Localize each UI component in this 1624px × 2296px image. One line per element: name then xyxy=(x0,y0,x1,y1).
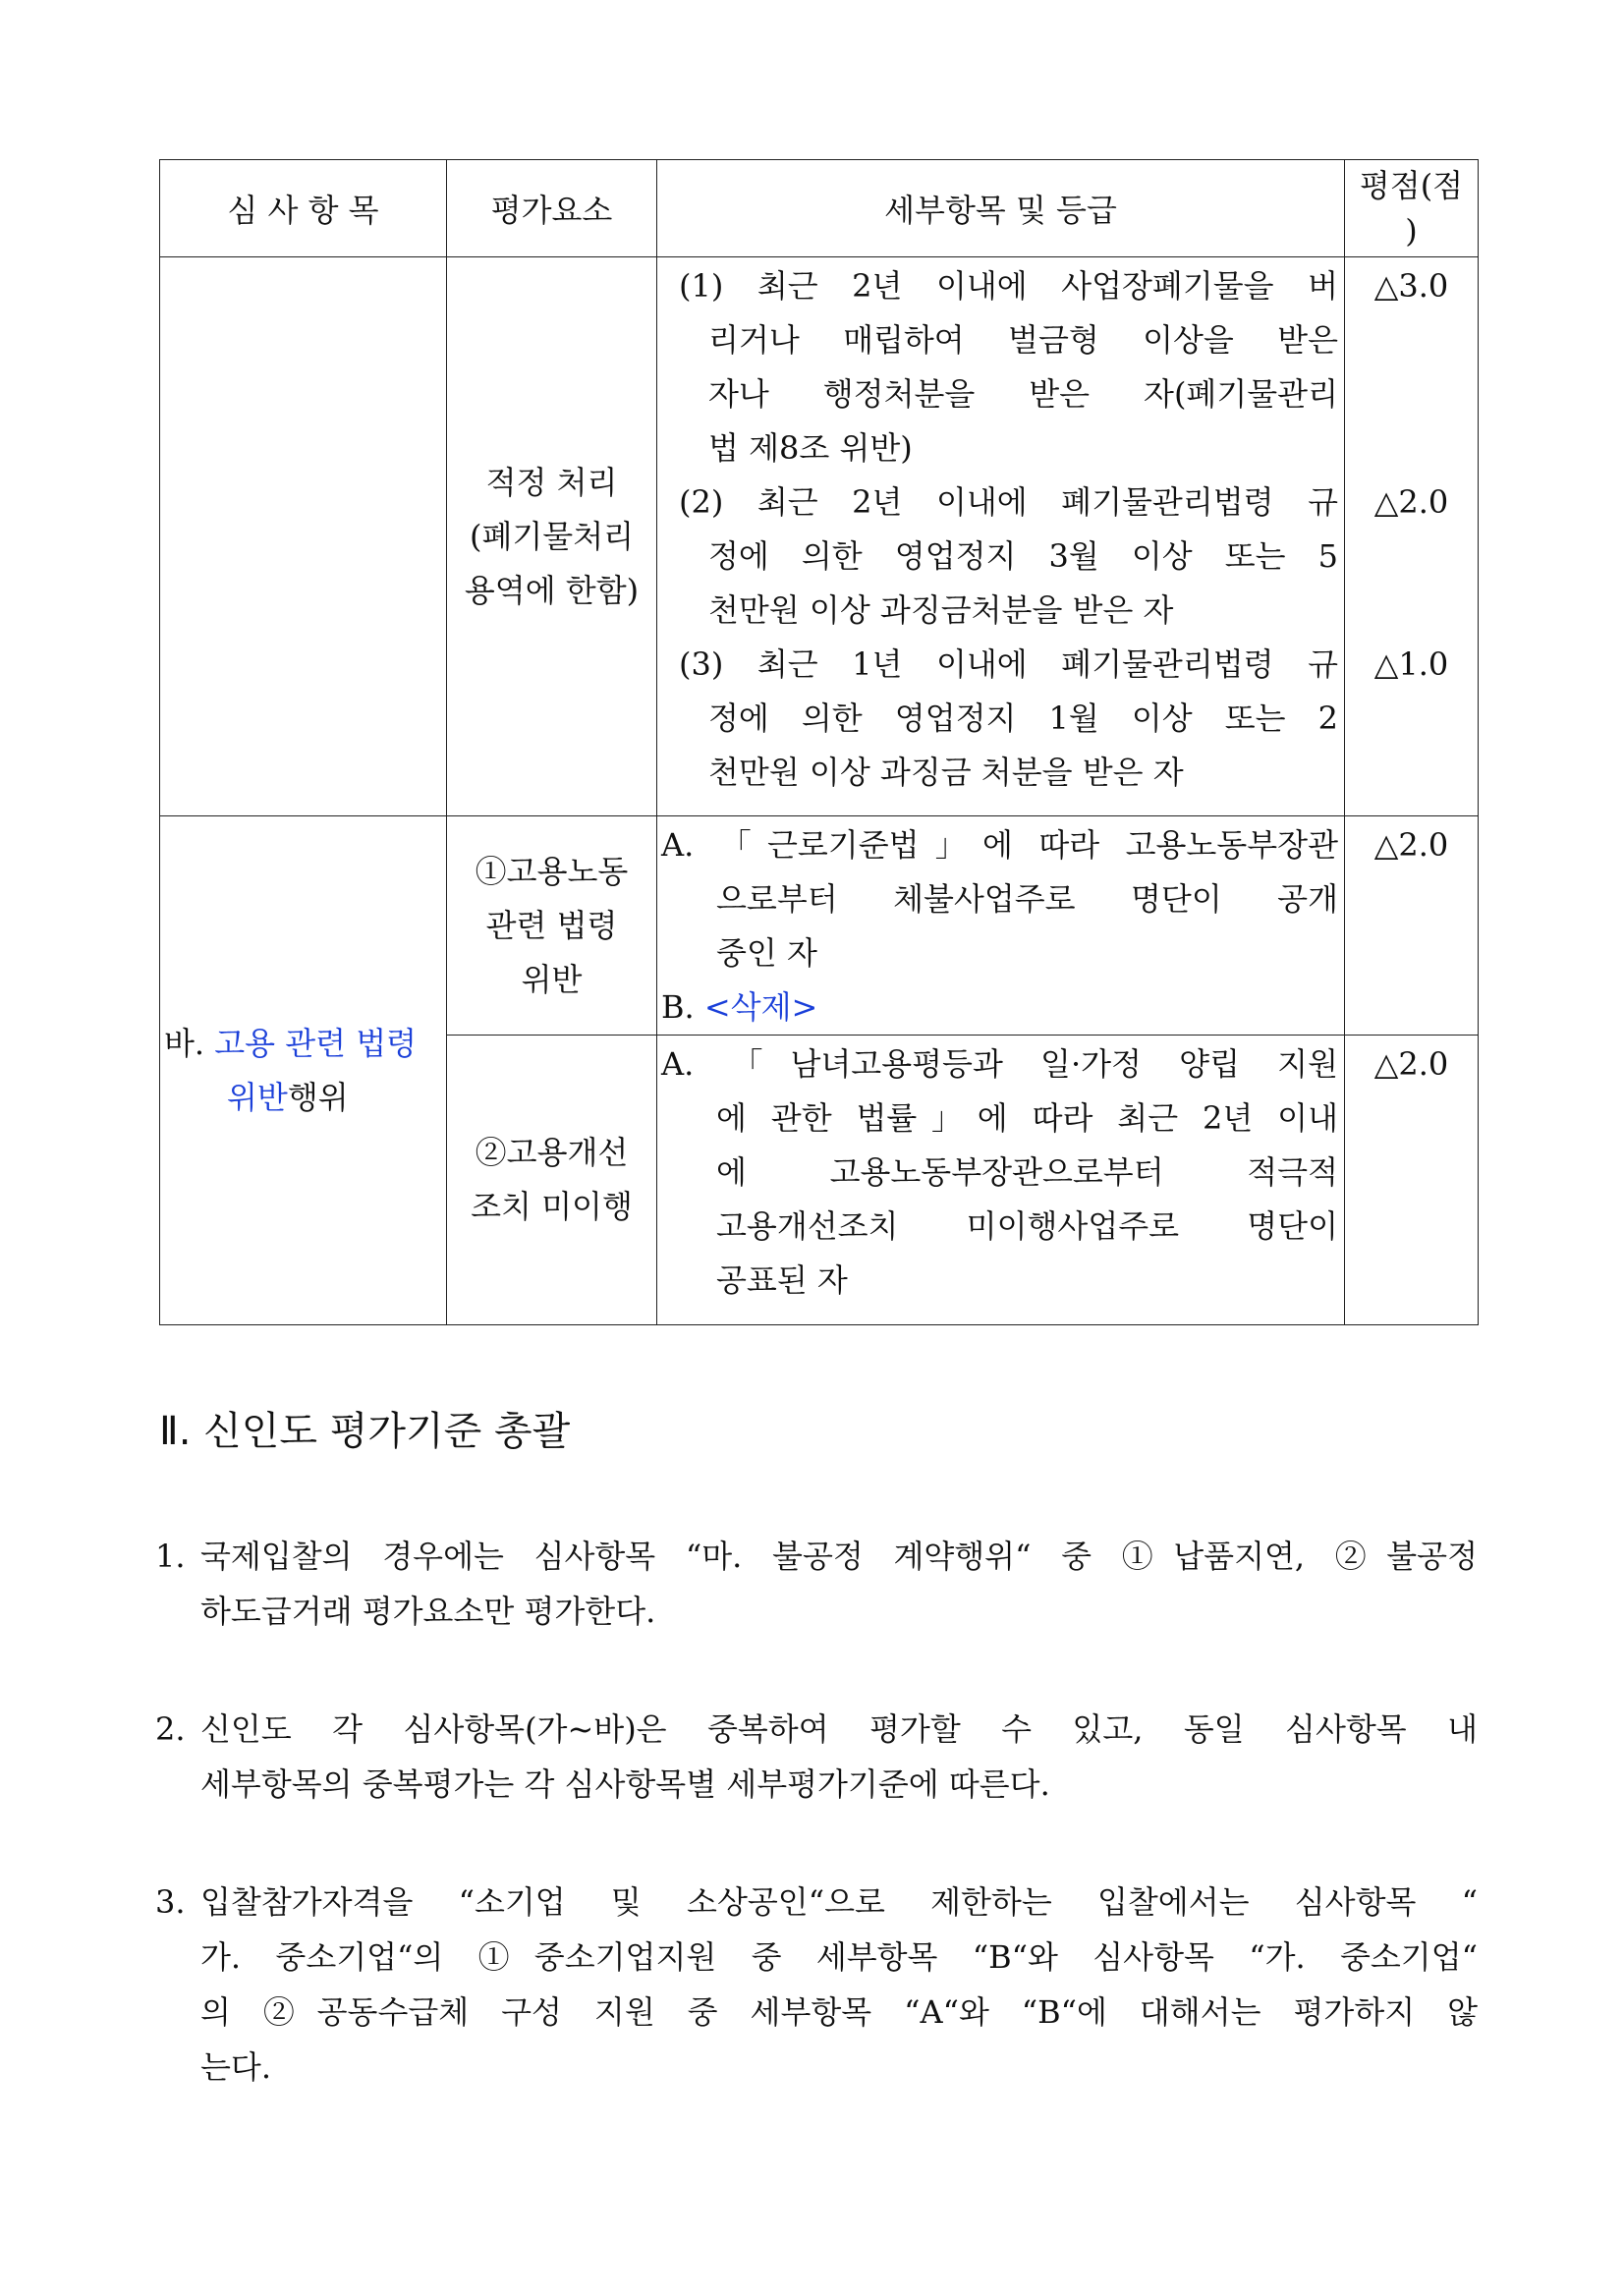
paragraph-2: 2. 신인도 각 심사항목(가~바)은 중복하여 평가할 수 있고, 동일 심사항목 내 세부항목의 중복평가는 각 심사항목별 세부평가기준에 따른다. xyxy=(155,1710,1478,1803)
detail-item-1: (1) 최근 2년 이내에 사업장폐기물을 버 리거나 매립하여 벌금형 이상을 받은 자나 행정처분을 받은 자(폐기물관리 법 제8조 위반) xyxy=(679,267,1338,467)
element-cell-labor-law: ①고용노동 관련 법령 위반 xyxy=(447,816,657,1036)
table-header-row xyxy=(160,160,1479,257)
item-cell-employment-violation: 바. 고용 관련 법령 위반행위 xyxy=(160,816,447,1325)
deleted-item-b: B. <삭제> xyxy=(661,988,818,1026)
score-3: △1.0 xyxy=(1373,645,1449,683)
item-cell-empty xyxy=(160,257,447,816)
table-row-proper-disposal xyxy=(160,257,1479,816)
detail-item-3: (3) 최근 1년 이내에 폐기물관리법령 규 정에 의한 영업정지 1월 이상 또는 2 천만원 이상 과징금 처분을 받은 자 xyxy=(679,645,1338,791)
score-1: △3.0 xyxy=(1373,267,1449,305)
paragraph-3: 3. 입찰참가자격을 “소기업 및 소상공인“으로 제한하는 입찰에서는 심사항목 “ 가. 중소기업“의 ①중소기업지원 중 세부항목 “B“와 심사항목 “가. 중소기업“ 의 ②공동수급체 구성 지원 중 세부항목 “A“와 “B“에 대해서는 평가하지 않 는다. xyxy=(155,1883,1478,2086)
score-5: △2.0 xyxy=(1373,1045,1449,1083)
score-cell-labor-law xyxy=(1345,816,1479,1036)
header-element: 평가요소 xyxy=(447,160,657,257)
score-2: △2.0 xyxy=(1373,483,1449,521)
evaluation-table xyxy=(159,159,1479,1325)
paragraph-1: 1. 국제입찰의 경우에는 심사항목 “마. 불공정 계약행위“ 중 ①납품지연, ②불공정 하도급거래 평가요소만 평가한다. xyxy=(155,1538,1478,1630)
detail-item-2: (2) 최근 2년 이내에 폐기물관리법령 규 정에 의한 영업정지 3월 이상 또는 5 천만원 이상 과징금처분을 받은 자 xyxy=(679,483,1338,629)
detail-cell-labor-law: A. 「근로기준법」에 따라 고용노동부장관 으로부터 체불사업주로 명단이 공개 중인 자 B. <삭제> xyxy=(657,816,1345,1036)
section-title: Ⅱ. 신인도 평가기준 총괄 xyxy=(159,1409,571,1454)
detail-cell-proper-disposal xyxy=(657,257,1345,816)
element-cell-proper-disposal: 적정 처리 (폐기물처리 용역에 한함) xyxy=(447,257,657,816)
score-cell-employment-improvement xyxy=(1345,1036,1479,1325)
element-cell-employment-improvement: ②고용개선 조치 미이행 xyxy=(447,1036,657,1325)
score-4: △2.0 xyxy=(1373,826,1449,864)
header-score: 평점(점 ) xyxy=(1345,160,1479,257)
header-item: 심 사 항 목 xyxy=(160,160,447,257)
detail-cell-employment-improvement: A. 「남녀고용평등과 일·가정 양립 지원 에 관한 법률」에 따라 최근 2년 이내 에 고용노동부장관으로부터 적극적 고용개선조치 미이행사업주로 명단이 공표된 자 xyxy=(657,1036,1345,1325)
table-row-labor-law xyxy=(160,816,1479,1036)
score-cell-proper-disposal xyxy=(1345,257,1479,816)
header-detail: 세부항목 및 등급 xyxy=(657,160,1345,257)
